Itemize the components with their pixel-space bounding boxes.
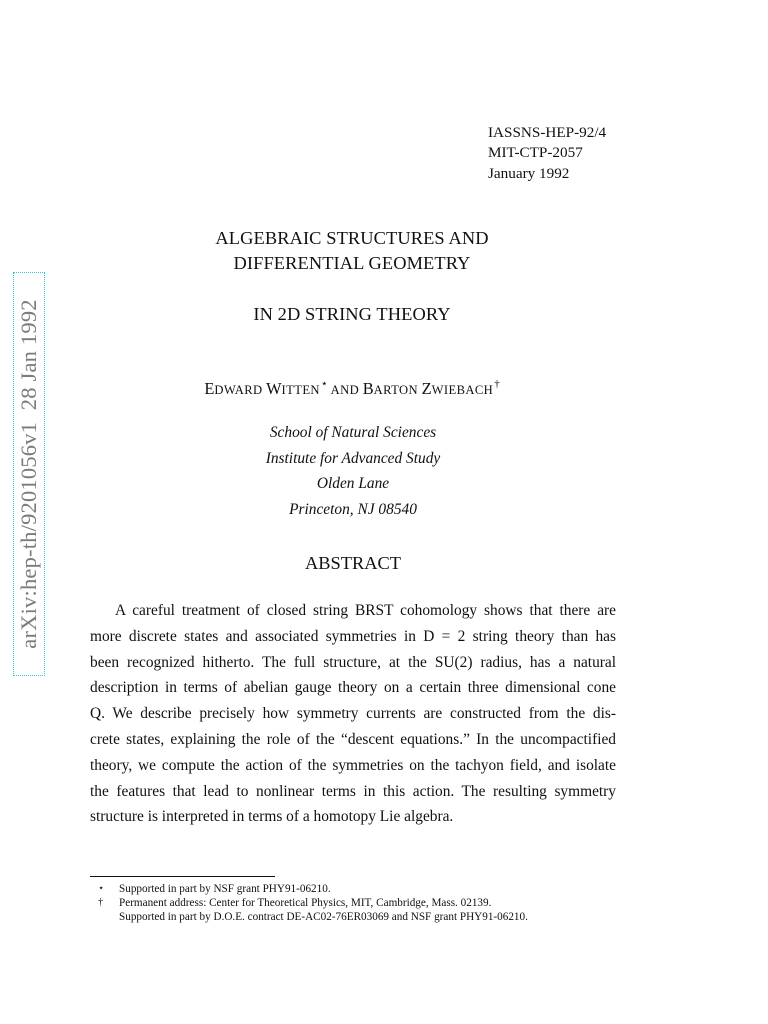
author-connector: AND [327, 383, 363, 397]
abstract-line: A careful treatment of closed string BRST cohomology shows that there are [115, 602, 616, 619]
abstract-line: structure is interpreted in terms of a homotopy Lie algebra. [90, 808, 454, 826]
author-witten: EDWARD WITTEN [204, 379, 320, 398]
paper-title-sub [0, 302, 704, 327]
report-number-mit: MIT-CTP-2057 [488, 144, 583, 162]
footnote-2-text: Permanent address: Center for Theoretical Physics, MIT, Cambridge, Mass. 02139. [119, 897, 492, 910]
affiliation-line: Institute for Advanced Study [265, 449, 441, 467]
author-zwiebach-footnote-mark: † [494, 378, 500, 390]
footnote-1 [98, 882, 616, 896]
abstract-line: Q. We describe precisely how symmetry currents are constructed from the dis- [90, 705, 616, 723]
authors [0, 377, 704, 399]
affiliation-line: School of Natural Sciences [269, 424, 437, 441]
title-line-1: ALGEBRAIC STRUCTURES AND [215, 228, 489, 248]
report-date: January 1992 [488, 164, 570, 182]
title-line-2: DIFFERENTIAL GEOMETRY [233, 253, 471, 273]
arxiv-stamp-text[interactable]: arXiv:hep-th/9201056v1 28 Jan 1992 [16, 299, 41, 649]
report-number-iassns: IASSNS-HEP-92/4 [488, 124, 607, 141]
report-numbers [488, 123, 606, 184]
title-line-3: IN 2D STRING THEORY [253, 304, 451, 324]
abstract-line: description in terms of abelian gauge theory on a certain three dimensional cone [90, 679, 616, 697]
footnote-2-cont-text: Supported in part by D.O.E. contract DE-AC02-76ER03069 and NSF grant PHY91-06210. [119, 911, 528, 924]
affiliation-line: Princeton, NJ 08540 [289, 501, 417, 519]
abstract-body [90, 598, 616, 830]
abstract-line: crete states, explaining the role of the “descent equations.” In the uncompactified [90, 730, 616, 748]
author-witten-footnote-mark: ⋆ [320, 378, 328, 390]
footnote-rule [90, 876, 275, 877]
abstract-line: been recognized hitherto. The full structure, at the SU(2) radius, has a natural [90, 653, 616, 671]
author-zwiebach: BARTON ZWIEBACH [362, 379, 494, 398]
footnote-2 [98, 896, 616, 910]
footnote-2-marker: † [98, 897, 103, 909]
affiliation-line: Olden Lane [316, 475, 390, 493]
affiliation [0, 420, 706, 523]
footnote-1-text: Supported in part by NSF grant PHY91-06210. [119, 883, 331, 895]
abstract-line: more discrete states and associated symmetries in D = 2 string theory than has [90, 627, 616, 645]
footnotes [98, 882, 616, 925]
footnote-2-continuation [106, 910, 616, 924]
footnote-1-marker: ⋆ [98, 883, 105, 894]
abstract-line: theory, we compute the action of the symmetries on the tachyon field, and isolate [90, 756, 616, 774]
paper-title [0, 226, 704, 276]
abstract-line: the features that lead to nonlinear terms in this action. The resulting symmetry [90, 782, 616, 800]
abstract-heading: ABSTRACT [304, 553, 402, 573]
